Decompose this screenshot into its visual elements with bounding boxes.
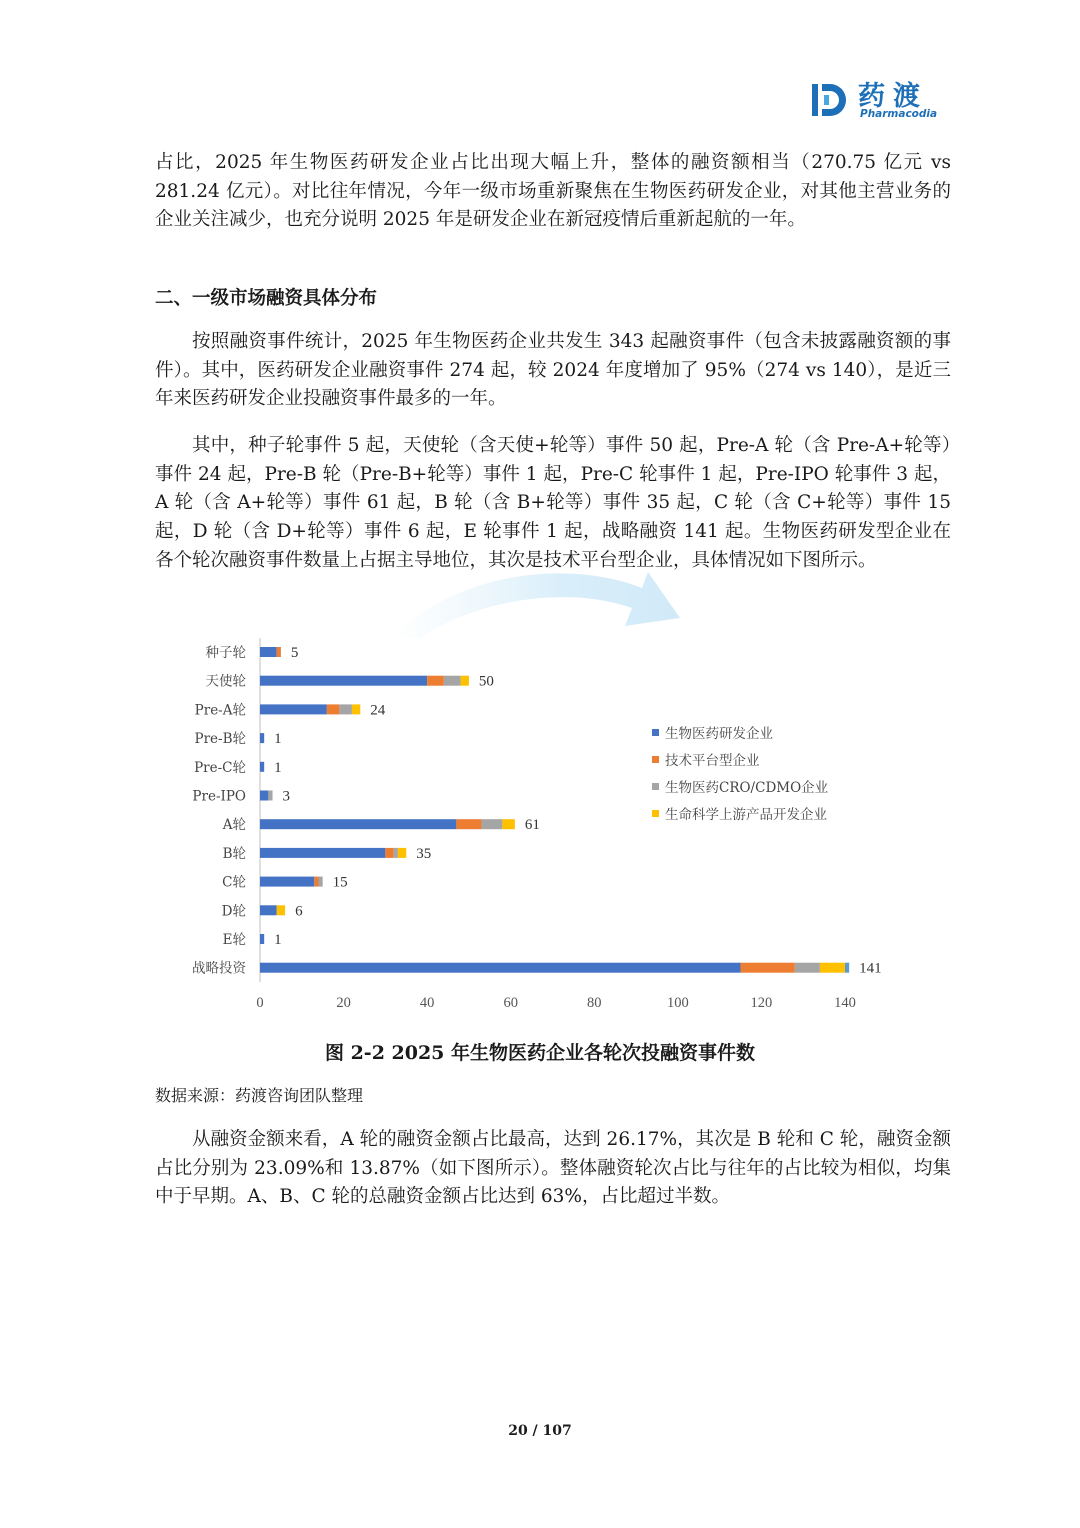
- x-tick-label: 60: [503, 995, 518, 1011]
- logo-cn-text: 药渡: [858, 81, 928, 112]
- x-tick-label: 100: [666, 995, 689, 1011]
- bar-segment: [352, 704, 360, 714]
- bar-segment: [481, 819, 502, 829]
- bar-segment: [260, 819, 456, 829]
- category-label: E轮: [222, 932, 246, 948]
- category-label: Pre-IPO: [192, 788, 246, 805]
- total-data-label: 6: [295, 903, 303, 920]
- bar-segment: [277, 905, 285, 915]
- category-label: Pre-B轮: [194, 731, 246, 748]
- legend-label: 生命科学上游产品开发企业: [665, 807, 827, 823]
- legend-swatch: [652, 756, 659, 763]
- legend-label: 生物医药CRO/CDMO企业: [665, 780, 829, 796]
- bar-segment: [260, 848, 385, 858]
- total-data-label: 1: [274, 731, 282, 748]
- bar-segment: [319, 877, 323, 887]
- watermark-arrow-graphic: [380, 560, 690, 640]
- category-label: 天使轮: [205, 673, 246, 690]
- total-data-label: 3: [282, 788, 291, 805]
- bar-segment: [741, 963, 795, 973]
- bar-segment: [260, 733, 264, 743]
- paragraph-event-stats: 按照融资事件统计，2025 年生物医药企业共发生 343 起融资事件（包含未披露融资额的事件）。其中，医药研发企业融资事件 274 起，较 2024 年度增加了 95%（274 vs 140），是近三年来医药研发企业投融资事件最多的一年。: [155, 331, 951, 410]
- legend-swatch: [652, 729, 659, 736]
- x-tick-label: 120: [750, 995, 773, 1011]
- total-data-label: 24: [370, 702, 386, 719]
- logo-en-text: Pharmacodia: [860, 108, 938, 120]
- x-tick-label: 20: [336, 995, 351, 1011]
- total-data-label: 35: [416, 845, 432, 862]
- x-tick-label: 140: [834, 995, 856, 1011]
- bar-segment: [461, 676, 469, 686]
- bar-segment: [260, 934, 264, 944]
- x-tick-label: 0: [256, 995, 264, 1011]
- total-data-label: 141: [859, 960, 882, 977]
- legend-label: 生物医药研发企业: [665, 726, 773, 742]
- category-label: A轮: [222, 817, 246, 834]
- bar-segment: [260, 676, 427, 686]
- total-data-label: 50: [478, 673, 494, 690]
- total-data-label: 15: [332, 874, 348, 891]
- bar-segment: [260, 762, 264, 772]
- total-data-label: 5: [290, 645, 299, 661]
- bar-segment: [820, 963, 845, 973]
- bar-segment: [277, 647, 281, 657]
- page-number: 20 / 107: [508, 1423, 572, 1439]
- total-data-label: 61: [524, 817, 540, 834]
- bar-segment: [327, 704, 340, 714]
- bar-segment: [260, 905, 277, 915]
- section-heading: 二、一级市场融资具体分布: [155, 288, 378, 309]
- bar-segment: [385, 848, 393, 858]
- bar-segment: [394, 848, 398, 858]
- bar-segment: [502, 819, 515, 829]
- x-tick-label: 80: [587, 995, 602, 1011]
- bar-segment: [339, 704, 352, 714]
- bar-segment: [260, 877, 314, 887]
- category-label: 战略投资: [192, 960, 246, 977]
- bar-segment: [427, 676, 444, 686]
- bar-segment: [260, 647, 277, 657]
- data-source-note: 数据来源：药渡咨询团队整理: [155, 1086, 364, 1105]
- category-label: 种子轮: [205, 645, 246, 661]
- legend-label: 技术平台型企业: [665, 753, 760, 769]
- category-label: Pre-A轮: [194, 702, 246, 719]
- rounds-stacked-bar-chart: [170, 630, 890, 1020]
- category-label: B轮: [222, 845, 246, 862]
- total-data-label: 1: [274, 932, 282, 948]
- bar-segment: [260, 963, 741, 973]
- figure-caption: 图 2-2 2025 年生物医药企业各轮次投融资事件数: [324, 1042, 756, 1064]
- category-label: C轮: [222, 874, 246, 891]
- category-label: Pre-C轮: [194, 759, 246, 776]
- paragraph-round-breakdown: 其中，种子轮事件 5 起，天使轮（含天使+轮等）事件 50 起，Pre-A 轮（含 Pre-A+轮等）事件 24 起，Pre-B 轮（Pre-B+轮等）事件 1 起，Pre-C 轮事件 1 起，Pre-IPO 轮事件 3 起，A 轮（含 A+轮等）事件 61 起，B 轮（含 B+轮等）事件 35 起，C 轮（含 C+轮等）事件 15 起，D 轮（含 D+轮等）事件 6 起，E 轮事件 1 起，战略融资 141 起。生物医药研发型企业在各个轮次融资事件数量上占据主导地位，其次是技术平台型企业，具体情况如下图所示。: [155, 435, 951, 571]
- bar-segment: [260, 704, 327, 714]
- paragraph-funding-amount: 从融资金额来看，A 轮的融资金额占比最高，达到 26.17%，其次是 B 轮和 C 轮，融资金额占比分别为 23.09%和 13.87%（如下图所示）。整体融资轮次占比与往年的占比较为相似，均集中于早期。A、B、C 轮的总融资金额占比达到 63%，占比超过半数。: [155, 1129, 951, 1208]
- category-label: D轮: [221, 903, 246, 920]
- pharmacodia-logo-icon: [808, 78, 852, 122]
- bar-segment: [268, 791, 272, 801]
- x-tick-label: 40: [419, 995, 435, 1011]
- bar-segment: [314, 877, 318, 887]
- legend-swatch: [652, 810, 659, 817]
- bar-segment: [795, 963, 820, 973]
- legend-swatch: [652, 783, 659, 790]
- bar-segment: [260, 791, 268, 801]
- bar-segment: [398, 848, 406, 858]
- bar-segment: [845, 963, 849, 973]
- bar-segment: [444, 676, 461, 686]
- pharmacodia-logo: [808, 74, 958, 126]
- total-data-label: 1: [274, 759, 282, 776]
- bar-segment: [456, 819, 481, 829]
- paragraph-intro: 占比，2025 年生物医药研发企业占比出现大幅上升，整体的融资额相当（270.75 亿元 vs 281.24 亿元）。对比往年情况，今年一级市场重新聚焦在生物医药研发企业，对其他主营业务的企业关注减少，也充分说明 2025 年是研发企业在新冠疫情后重新起航的一年。: [155, 152, 951, 231]
